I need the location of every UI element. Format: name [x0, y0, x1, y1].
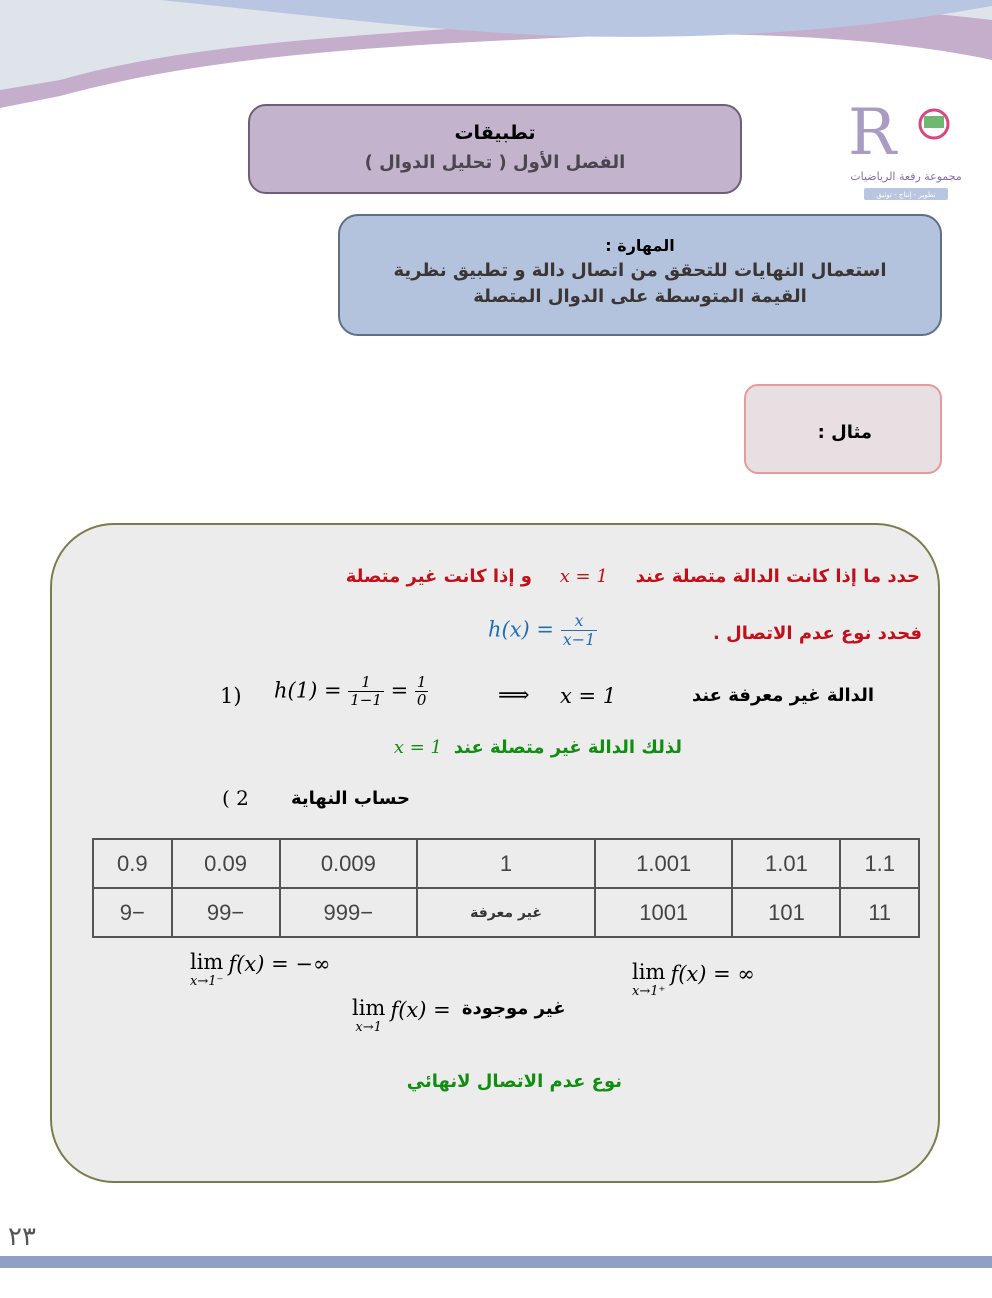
fraction-1-denominator: 1−1 [350, 691, 382, 710]
step-1-conclusion [394, 737, 682, 758]
two-sided-limit-text: غير موجودة [461, 998, 566, 1019]
step-2-number: ( 2 [222, 786, 249, 810]
table-cell: 0.09 [172, 839, 280, 888]
problem-condition: x = 1 [559, 566, 608, 587]
table-cell: 1.1 [840, 839, 919, 888]
step-1-condition: x = 1 [560, 684, 617, 708]
evaluation-fraction-2 [415, 674, 429, 710]
table-cell: 1001 [595, 888, 733, 937]
chapter-subtitle: الفصل الأول ( تحليل الدوال ) [364, 152, 626, 173]
logo-book-icon [924, 116, 944, 128]
function-definition [488, 612, 597, 650]
evaluation-equals: = [390, 678, 409, 703]
problem-text-3: فحدد نوع عدم الاتصال . [713, 623, 922, 644]
problem-text-2: و إذا كانت غير متصلة [345, 566, 532, 587]
table-cell: −9 [93, 888, 172, 937]
step-1-text: الدالة غير معرفة عند [691, 685, 874, 706]
logo-text: مجموعة رفعة الرياضيات [850, 170, 962, 183]
fraction-2-denominator: 0 [416, 691, 427, 710]
left-limit-operator: lim x→1⁻ [190, 950, 224, 989]
fraction-1-numerator: 1 [348, 674, 384, 692]
right-limit-operator: lim x→1⁺ [632, 960, 666, 999]
table-cell: 11 [840, 888, 919, 937]
function-fraction [561, 612, 598, 650]
math-group-logo [842, 96, 968, 208]
step-2-text: حساب النهاية [291, 788, 410, 809]
skill-line-1: استعمال النهايات للتحقق من اتصال دالة و تطبيق نظرية [393, 260, 887, 281]
footer-bar [0, 1256, 992, 1268]
two-sided-limit-operator: lim x→1 [352, 996, 386, 1035]
evaluation-fraction-1 [348, 674, 384, 710]
table-cell: 1.01 [732, 839, 840, 888]
logo-tagline: تطوير - إنتاج - توثيق [876, 191, 936, 199]
step-1-evaluation [274, 674, 428, 710]
skill-line-2: القيمة المتوسطة على الدوال المتصلة [473, 286, 807, 307]
two-sided-limit-expression: f(x) = [390, 998, 451, 1022]
function-numerator: x [561, 612, 598, 631]
title-box [248, 104, 742, 194]
table-cell: 0.009 [280, 839, 418, 888]
step-1-number: 1) [220, 684, 242, 708]
table-row-f [93, 888, 919, 937]
table-cell: −999 [280, 888, 418, 937]
evaluation-lhs: h(1) = [274, 678, 342, 703]
header-wave-decoration [0, 0, 992, 110]
skill-box [338, 214, 942, 336]
result-text: نوع عدم الاتصال لانهائي [406, 1071, 622, 1092]
table-cell: 0.9 [93, 839, 172, 888]
example-box [744, 384, 942, 474]
fraction-2-numerator: 1 [416, 673, 427, 691]
right-limit-expression: f(x) = ∞ [670, 962, 755, 986]
table-row-x [93, 839, 919, 888]
logo-letter: R [848, 96, 897, 170]
function-denominator: x−1 [562, 630, 596, 650]
values-table [92, 838, 920, 938]
table-cell: −99 [172, 888, 280, 937]
table-cell-undefined: غير معرفة [417, 888, 595, 937]
problem-line-1 [346, 566, 920, 587]
conclusion-text: لذلك الدالة غير متصلة عند [453, 737, 682, 758]
problem-text-1: حدد ما إذا كانت الدالة متصلة عند [635, 566, 920, 587]
table-cell: 1.001 [595, 839, 733, 888]
example-label: مثال : [817, 422, 872, 443]
implies-arrow-icon: ⟹ [498, 683, 530, 708]
page-number: ٢٣ [8, 1222, 36, 1252]
page-title: تطبيقات [454, 122, 536, 144]
right-limit [632, 962, 755, 998]
left-limit-expression: f(x) = −∞ [228, 952, 331, 976]
two-sided-limit [352, 998, 566, 1034]
conclusion-condition: x = 1 [393, 737, 442, 758]
problem-line-2 [713, 623, 922, 644]
table-cell: 1 [417, 839, 595, 888]
function-lhs: h(x) = [488, 617, 555, 642]
left-limit [190, 952, 331, 988]
skill-label: المهارة : [605, 236, 675, 255]
table-cell: 101 [732, 888, 840, 937]
